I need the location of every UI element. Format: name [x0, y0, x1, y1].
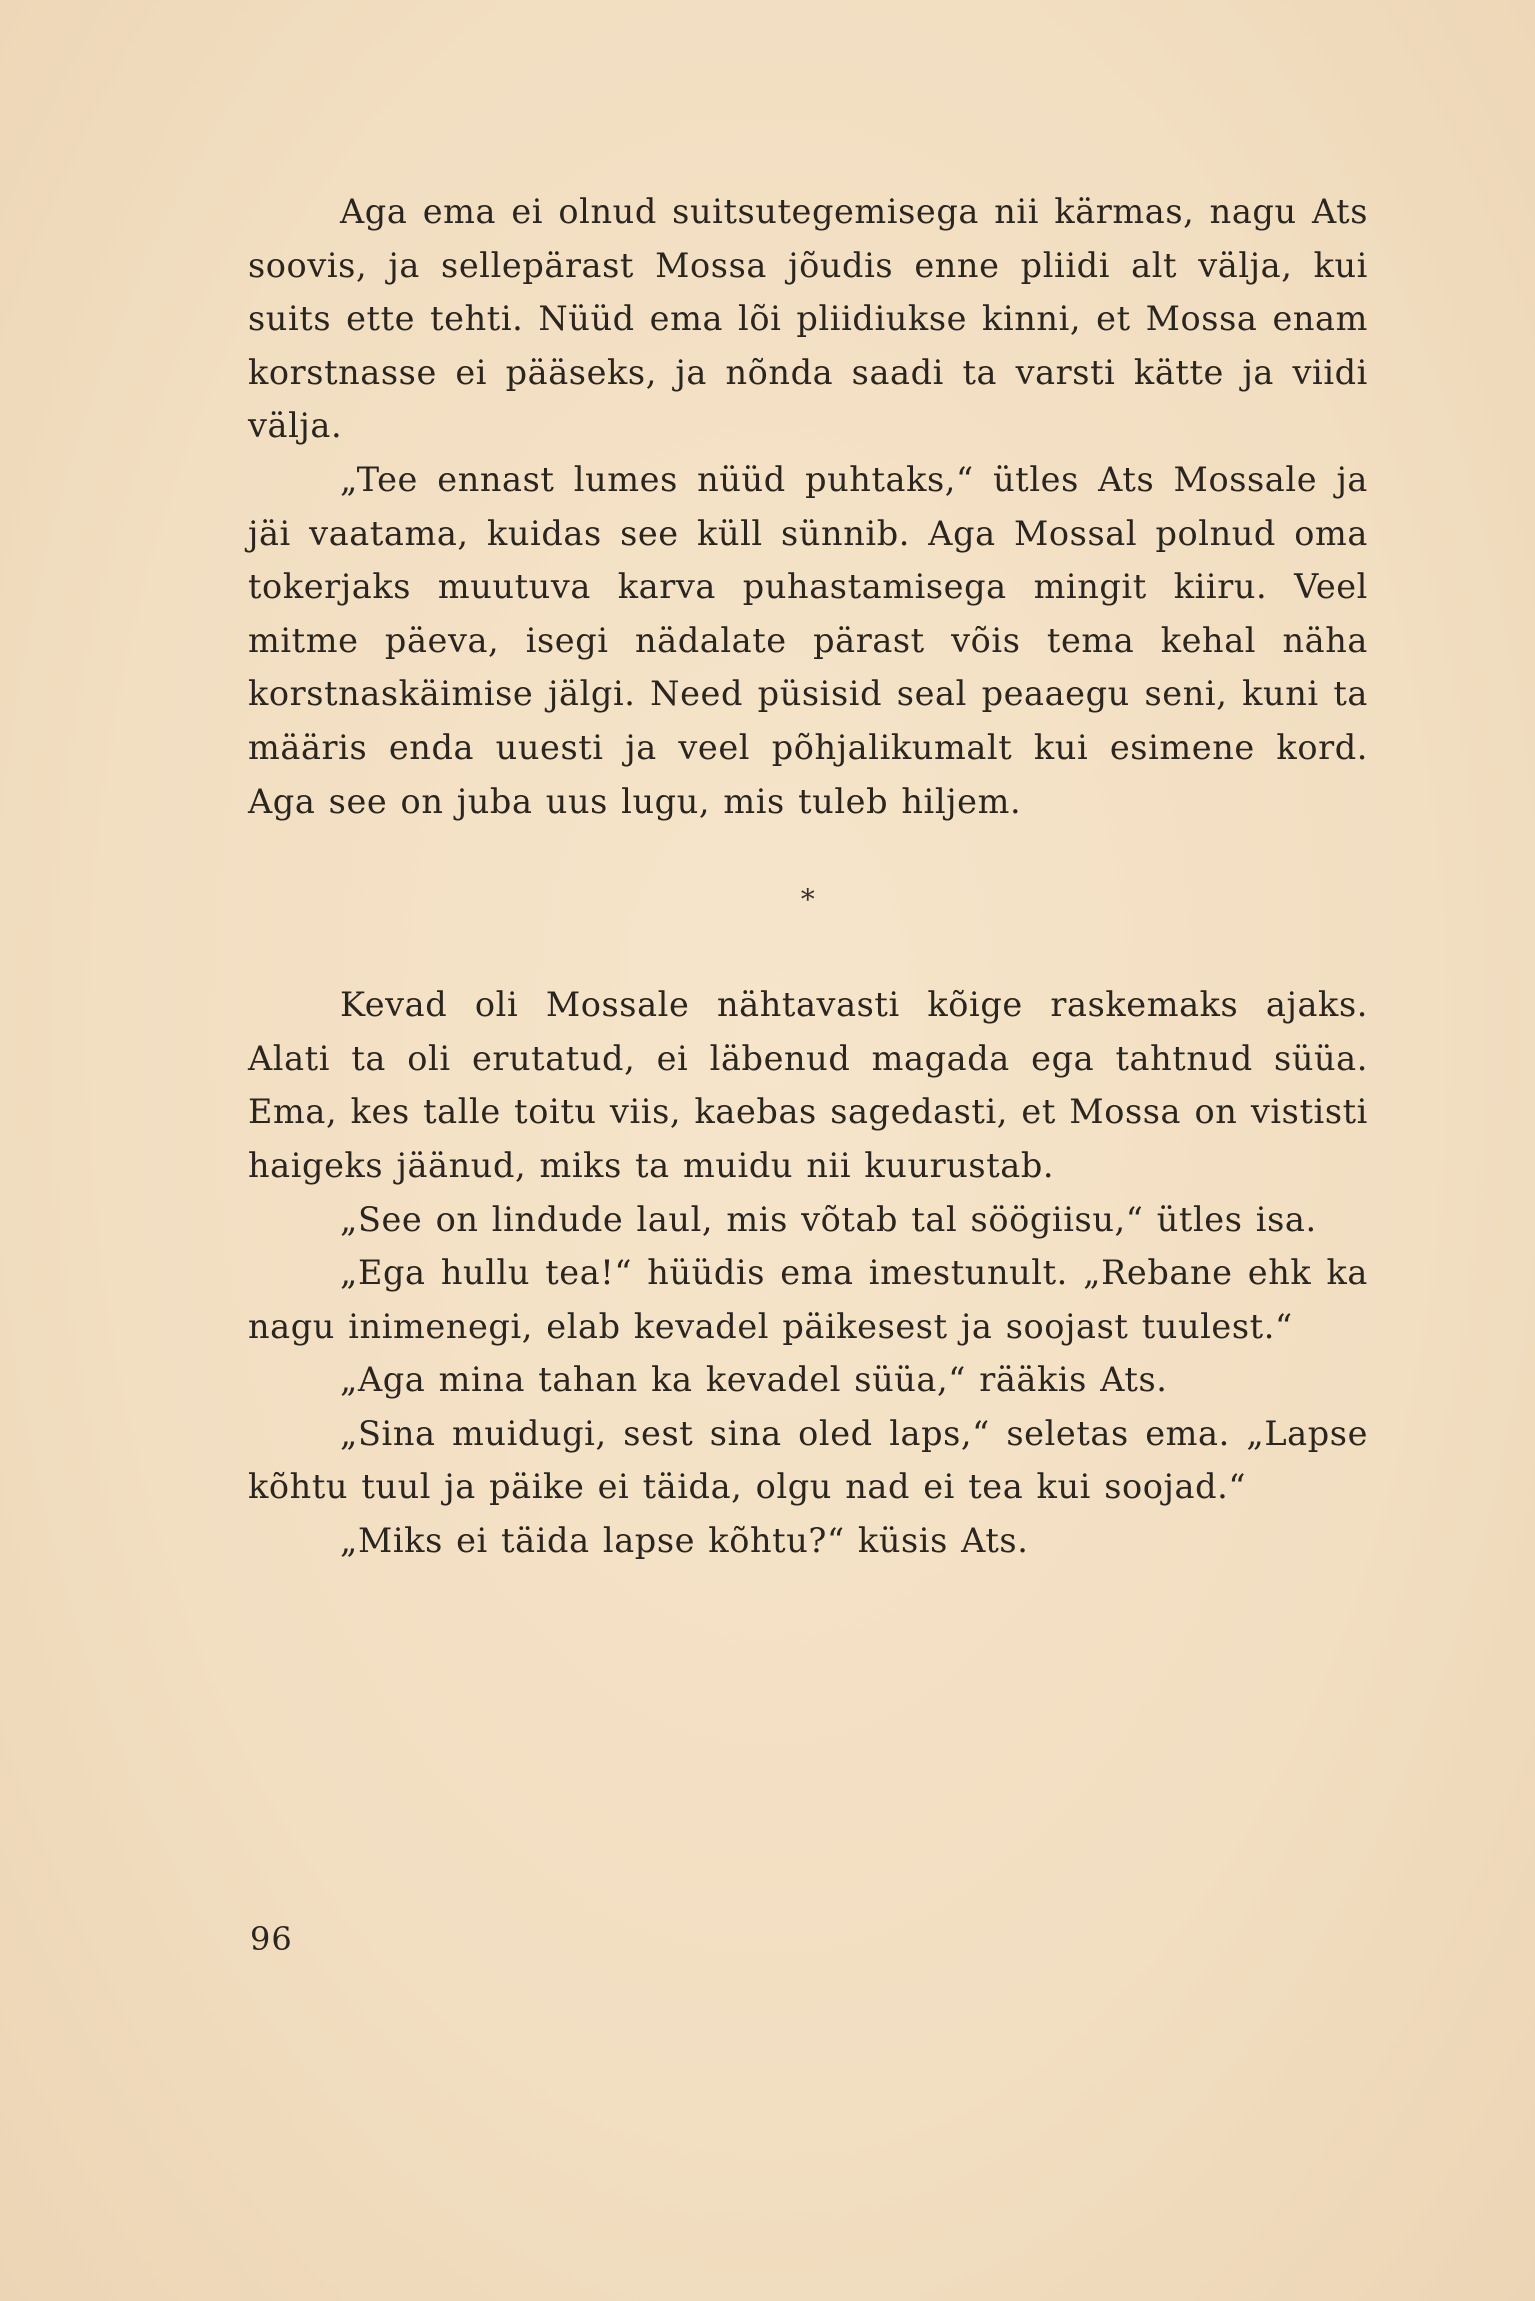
section-divider-asterisk: * — [800, 883, 816, 917]
body-text — [248, 185, 1368, 1568]
paragraph: Kevad oli Mossale nähtavasti kõige raskemaks ajaks. Alati ta oli erutatud, ei läbenud magada ega tahtnud süüa. Ema, kes talle toitu viis, kaebas sagedasti, et Mossa on vististi haigeks jäänud, miks ta muidu nii kuurustab. — [248, 985, 1368, 1185]
paragraph: „Tee ennast lumes nüüd puhtaks,“ ütles Ats Mossale ja jäi vaatama, kuidas see küll sünnib. Aga Mossal polnud oma tokerjaks muutuva karva puhastamisega mingit kiiru. Veel mitme päeva, isegi nädalate pärast võis tema kehal näha korstnaskäimise jälgi. Need püsisid seal peaaegu seni, kuni ta määris enda uuesti ja veel põhjalikumalt kui esimene kord. Aga see on juba uus lugu, mis tuleb hiljem. — [248, 459, 1368, 821]
paragraph: „Ega hullu tea!“ hüüdis ema imestunult. „Rebane ehk ka nagu inimenegi, elab kevadel päikesest ja soojast tuulest.“ — [248, 1253, 1368, 1346]
paragraph: „Miks ei täida lapse kõhtu?“ küsis Ats. — [340, 1521, 1029, 1561]
paragraph: „Aga mina tahan ka kevadel süüa,“ rääkis Ats. — [340, 1360, 1168, 1400]
paragraph: „See on lindude laul, mis võtab tal söögiisu,“ ütles isa. — [340, 1199, 1317, 1239]
paragraph: Aga ema ei olnud suitsutegemisega nii kärmas, nagu Ats soovis, ja sellepärast Mossa jõudis enne pliidi alt välja, kui suits ette tehti. Nüüd ema lõi pliidiukse kinni, et Mossa enam korstnasse ei pääseks, ja nõnda saadi ta varsti kätte ja viidi välja. — [248, 192, 1368, 446]
page-number: 96 — [250, 1920, 293, 1958]
paragraph: „Sina muidugi, sest sina oled laps,“ seletas ema. „Lapse kõhtu tuul ja päike ei täida, olgu nad ei tea kui soojad.“ — [248, 1413, 1368, 1507]
